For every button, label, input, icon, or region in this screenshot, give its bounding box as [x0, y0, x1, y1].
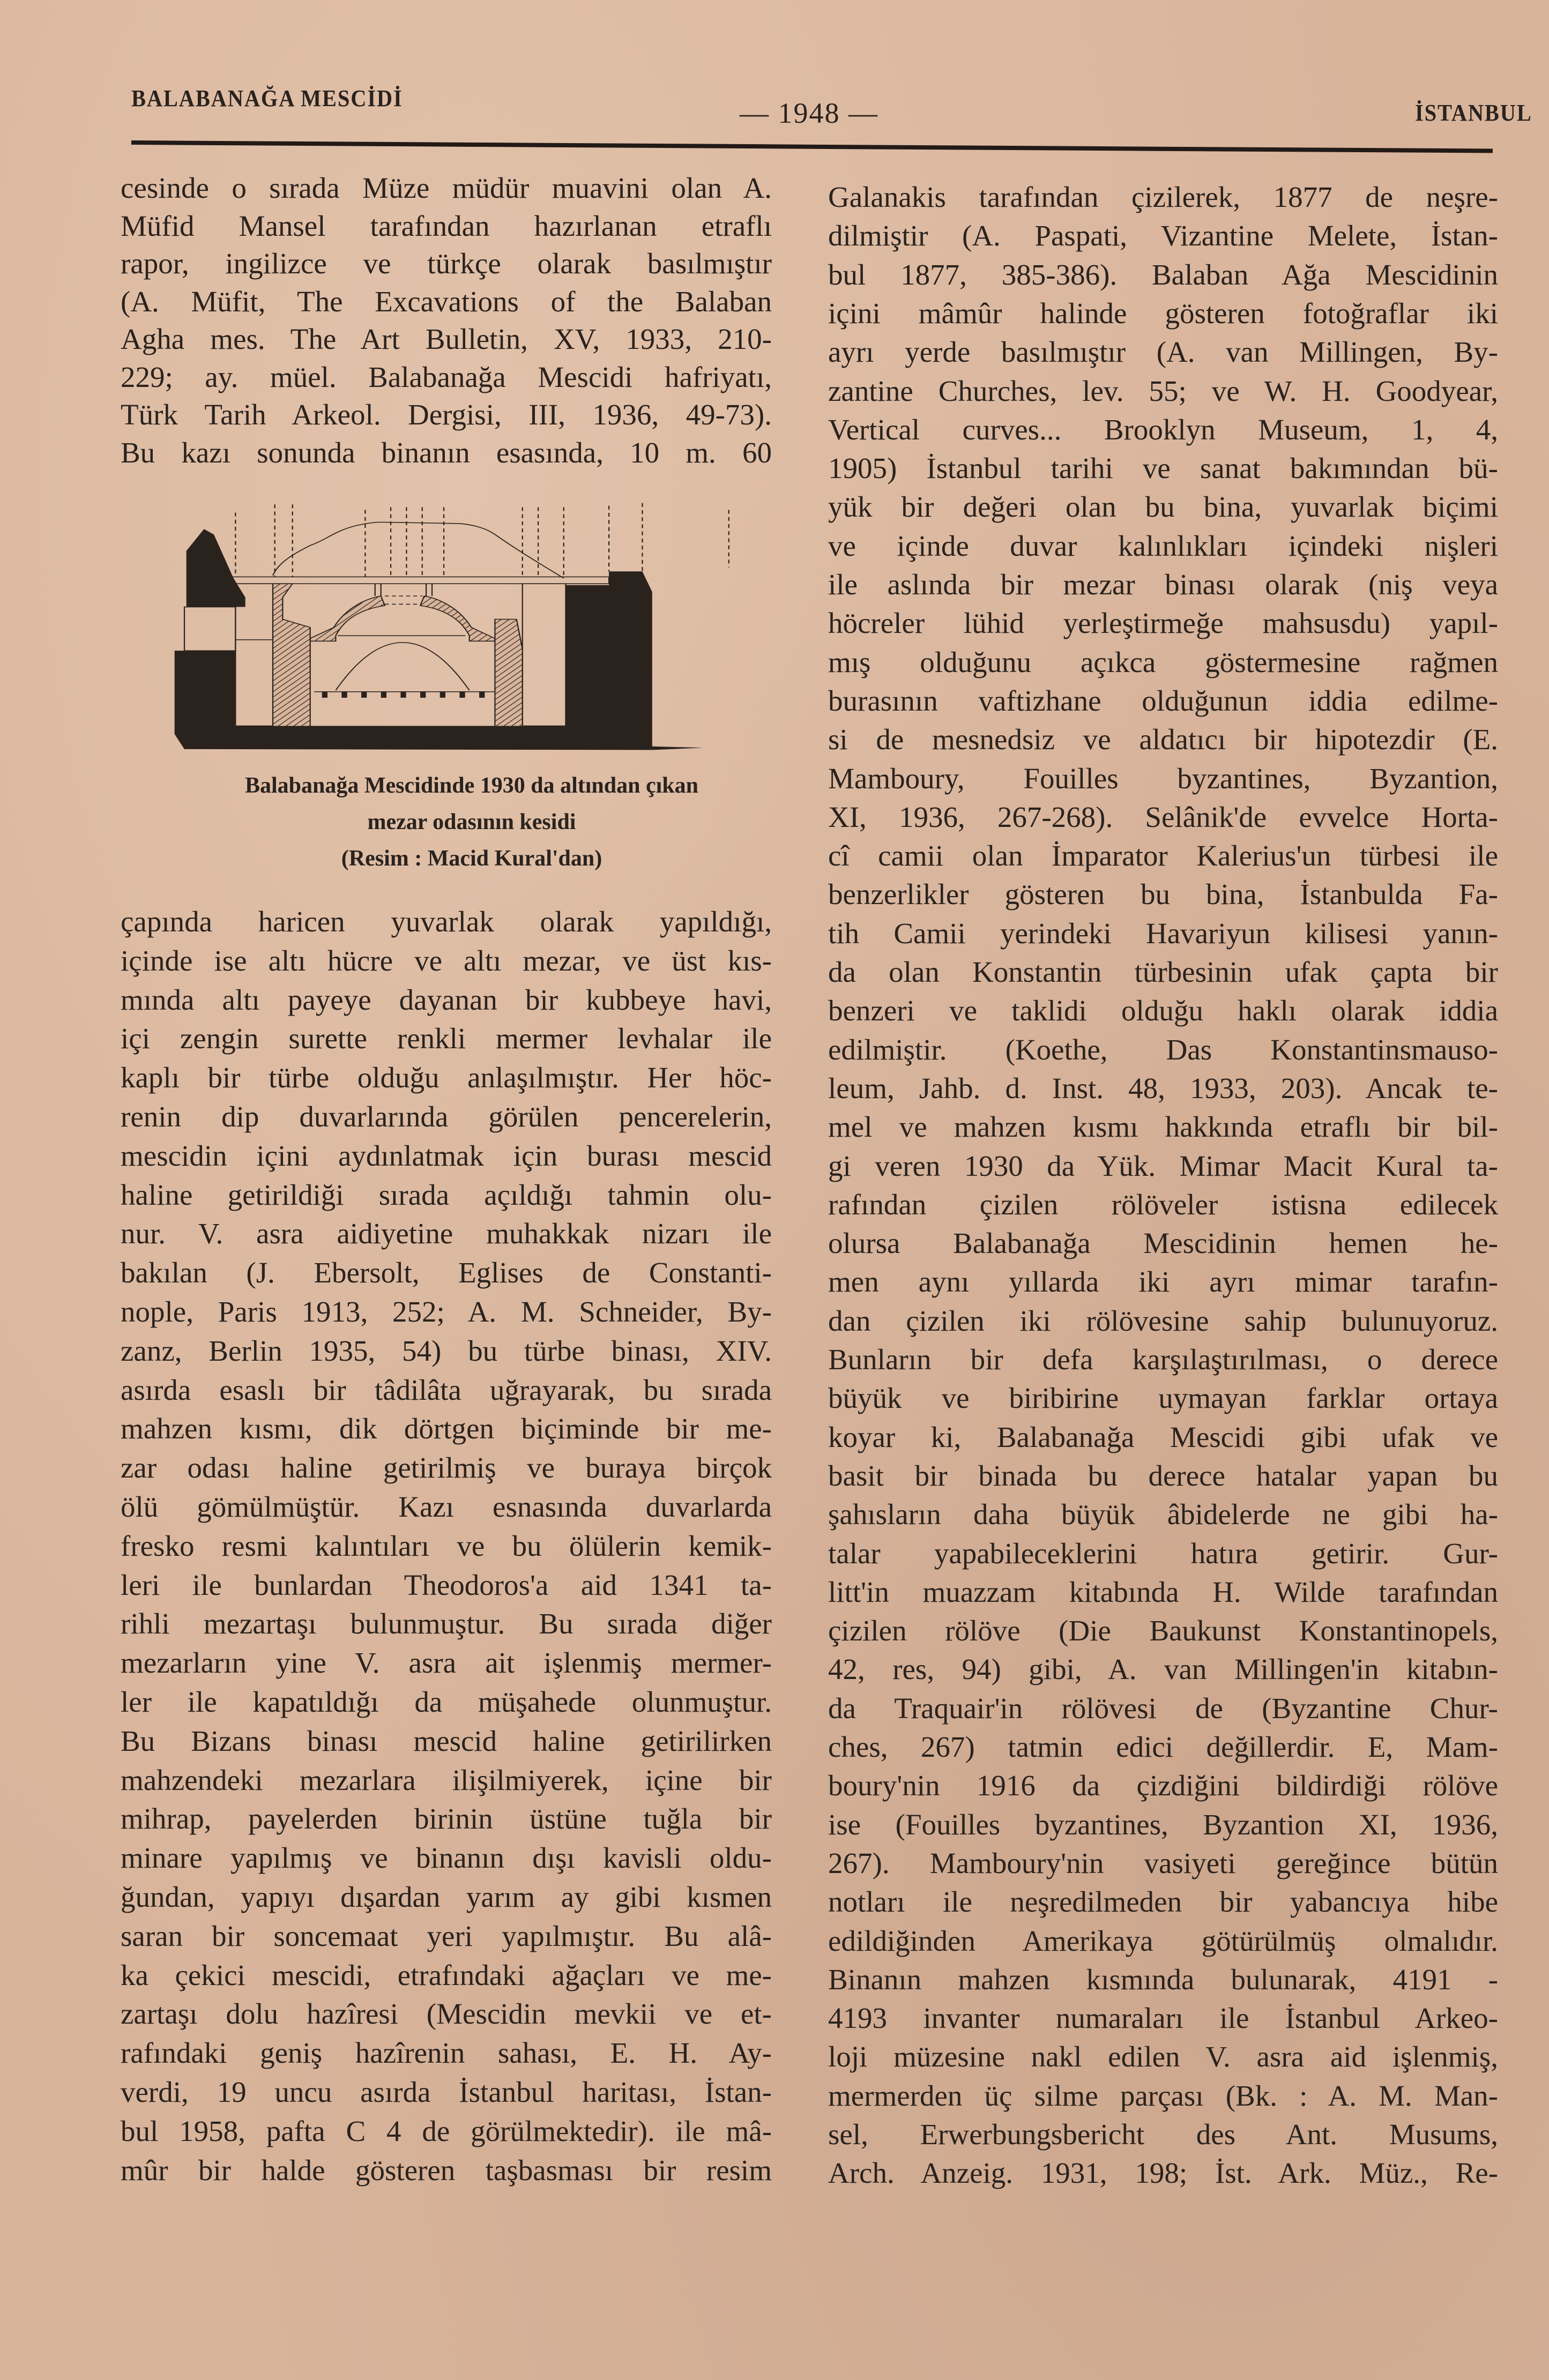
text-line: 4193 invanter numaraları ile İstanbul Arkeo-: [828, 2002, 1498, 2035]
text-line: litt'in muazzam kitabında H. Wilde tarafından: [828, 1575, 1498, 1608]
text-line: Bunların bir defa karşılaştırılması, o derece: [828, 1343, 1498, 1376]
text-line: XI, 1936, 267-268). Selânik'de evvelce Horta-: [828, 800, 1498, 833]
text-line: 42, res, 94) gibi, A. van Millingen'in kitabın-: [828, 1653, 1498, 1686]
text-line: 1905) İstanbul tarihi ve sanat bakımından bü-: [828, 452, 1498, 485]
running-header-title: BALABANAĞA MESCİDİ: [131, 85, 403, 111]
text-line: nople, Paris 1913, 252; A. M. Schneider, By-: [121, 1295, 772, 1328]
figure-caption-credit: (Resim : Macid Kural'dan): [341, 846, 602, 871]
figure-caption-line: Balabanağa Mescidinde 1930 da altından çıkan: [244, 773, 698, 798]
text-line: şahısların daha büyük âbidelerde ne gibi ha-: [828, 1498, 1498, 1531]
text-line: (A. Müfit, The Excavations of the Balaban: [121, 285, 772, 318]
text-line: zantine Churches, lev. 55; ve W. H. Goodyear,: [828, 374, 1498, 407]
text-line: ler ile kapatıldığı da müşahede olunmuştur.: [121, 1685, 772, 1718]
text-line: basit bir binada bu derece hatalar yapan bu: [828, 1459, 1498, 1492]
text-line: mında altı payeye dayanan bir kubbeye havi,: [121, 983, 772, 1016]
text-line: asırda esaslı bir tâdilâta uğrayarak, bu sırada: [121, 1373, 772, 1406]
text-line: dilmiştir (A. Paspati, Vizantine Melete, İstan-: [828, 219, 1498, 252]
text-line: çizilen rölöve (Die Baukunst Konstantinopels,: [828, 1614, 1498, 1647]
text-line: edildiğinden Amerikaya götürülmüş olmalıdır.: [828, 1924, 1498, 1957]
text-line: nur. V. asra aidiyetine muhakkak nizarı ile: [121, 1217, 772, 1250]
text-line: edilmiştir. (Koethe, Das Konstantinsmauso-: [828, 1033, 1498, 1066]
text-line: olursa Balabanağa Mescidinin hemen he-: [828, 1227, 1498, 1260]
text-line: minare yapılmış ve binanın dışı kavisli oldu-: [121, 1841, 772, 1875]
text-line: mihrap, payelerden birinin üstüne tuğla bir: [121, 1802, 772, 1836]
text-line: içinde ise altı hücre ve altı mezar, ve üst kıs-: [121, 944, 772, 977]
text-line: benzeri ve taklidi olduğu haklı olarak iddia: [828, 994, 1498, 1027]
text-line: da olan Konstantin türbesinin ufak çapta bir: [828, 956, 1498, 988]
text-line: içi zengin surette renkli mermer levhalar ile: [121, 1022, 772, 1055]
text-line: rapor, ingilizce ve türkçe olarak basılmıştır: [121, 247, 772, 280]
text-line: koyar ki, Balabanağa Mescidi gibi ufak ve: [828, 1420, 1498, 1453]
text-line: Bu Bizans binası mescid haline getirilirken: [121, 1724, 772, 1757]
text-line: mış olduğunu açıkca göstermesine rağmen: [828, 645, 1498, 678]
text-line: çapında haricen yuvarlak olarak yapıldığı,: [121, 905, 772, 938]
floor-teeth: [322, 692, 485, 698]
text-line: Binanın mahzen kısmında bulunarak, 4191 -: [828, 1963, 1498, 1996]
figure-caption-line: mezar odasının kesidi: [367, 810, 576, 834]
text-line: haline getirildiği sırada açıldığı tahmin olu-: [121, 1178, 772, 1211]
dome-outline: [273, 522, 564, 578]
text-line: kaplı bir türbe olduğu anlaşılmıştır. Her höc-: [121, 1061, 772, 1094]
text-line: bul 1877, 385-386). Balaban Ağa Mescidinin: [828, 258, 1498, 291]
text-line: ğundan, yapıyı dışardan yarım ay gibi kısmen: [121, 1881, 772, 1913]
text-line: Agha mes. The Art Bulletin, XV, 1933, 210-: [121, 323, 772, 355]
text-line: mescidin içini aydınlatmak için burası mescid: [121, 1139, 772, 1172]
text-line: burasının vaftizhane olduğunun iddia edilme-: [828, 684, 1498, 717]
text-line: ölü gömülmüştür. Kazı esnasında duvarlarda: [121, 1490, 772, 1523]
text-line: mahzen kısmı, dik dörtgen biçiminde bir me-: [121, 1412, 772, 1445]
text-line: bul 1958, pafta C 4 de görülmektedir). ile mâ-: [121, 2114, 772, 2147]
text-line: büyük ve biribirine uymayan farklar ortaya: [828, 1382, 1498, 1415]
text-line: gi veren 1930 da Yük. Mimar Macit Kural ta-: [828, 1149, 1498, 1182]
text-line: yük bir değeri olan bu bina, yuvarlak biçimi: [828, 490, 1498, 524]
text-line: renin dip duvarlarında görülen pencerelerin,: [121, 1100, 772, 1133]
text-line: tih Camii yerindeki Havariyun kilisesi yanın-: [828, 916, 1498, 950]
text-line: da Traquair'in rölövesi de (Byzantine Chur-: [828, 1691, 1498, 1725]
text-line: boury'nin 1916 da çizdiğini bildirdiği rölöve: [828, 1769, 1498, 1802]
text-line: ise (Fouilles byzantines, Byzantion XI, 1936,: [828, 1808, 1498, 1841]
text-line: ile aslında bir mezar binası olarak (niş veya: [828, 568, 1498, 601]
text-line: bakılan (J. Ebersolt, Eglises de Constanti-: [121, 1256, 772, 1289]
text-line: saran bir soncemaat yeri yapılmıştır. Bu alâ-: [121, 1919, 772, 1952]
text-line: Vertical curves... Brooklyn Museum, 1, 4,: [828, 413, 1498, 446]
text-line: dan çizilen iki rölövesine sahip bulunuyoruz.: [828, 1304, 1498, 1337]
text-line: ka çekici mescidi, etrafındaki ağaçları ve me-: [121, 1958, 772, 1991]
text-line: mermerden üç silme parçası (Bk. : A. M. Man-: [828, 2079, 1498, 2112]
text-line: si de mesnedsiz ve aldatıcı bir hipotezdir (E.: [828, 723, 1498, 756]
text-line: zartaşı dolu hazîresi (Mescidin mevkii ve et-: [121, 1997, 772, 2031]
text-line: Galanakis tarafından çizilerek, 1877 de neşre-: [828, 181, 1498, 213]
dashed-guides: [235, 503, 728, 577]
hatched-walls: [273, 584, 523, 732]
page-number: — 1948 —: [740, 97, 878, 129]
text-line: cî camii olan İmparator Kalerius'un türbesi ile: [828, 839, 1498, 872]
text-line: Türk Tarih Arkeol. Dergisi, III, 1936, 49-73).: [121, 398, 772, 431]
text-line: cesinde o sırada Müze müdür muavini olan A.: [121, 171, 772, 204]
text-line: leum, Jahb. d. Inst. 48, 1933, 203). Ancak te-: [828, 1071, 1498, 1105]
text-line: zanz, Berlin 1935, 54) bu türbe binası, XIV.: [121, 1334, 772, 1367]
text-line: sel, Erwerbungsbericht des Ant. Musums,: [828, 2118, 1498, 2151]
text-line: zar odası haline getirilmiş ve buraya birçok: [121, 1451, 772, 1484]
text-line: rafındaki geniş hazîrenin sahası, E. H. Ay-: [121, 2036, 772, 2070]
text-line: Bu kazı sonunda binanın esasında, 10 m. 60: [121, 436, 772, 469]
text-line: mel ve mahzen kısmı hakkında etraflı bir bil-: [828, 1110, 1498, 1144]
text-line: Mamboury, Fouilles byzantines, Byzantion,: [828, 762, 1498, 795]
running-header-section: İSTANBUL: [1415, 100, 1532, 126]
text-line: 267). Mamboury'nin vasiyeti gereğince bütün: [828, 1846, 1498, 1879]
tomb-section-drawing: [161, 472, 777, 900]
header-rule: [131, 140, 1493, 153]
text-line: ches, 267) tatmin edici değillerdir. E, Mam-: [828, 1730, 1498, 1763]
text-line: fresko resmi kalıntıları ve bu ölülerin kemik-: [121, 1529, 772, 1562]
text-line: ve içinde duvar kalınlıkları içindeki nişleri: [828, 529, 1498, 562]
text-line: höcreler lühid yerleştirmeğe mahsusdu) yapıl-: [828, 607, 1498, 640]
text-line: içini mâmûr halinde gösteren fotoğraflar iki: [828, 296, 1498, 330]
text-line: benzerlikler gösteren bu bina, İstanbulda Fa-: [828, 878, 1498, 911]
text-line: mahzendeki mezarlara ilişilmiyerek, içine bir: [121, 1763, 772, 1796]
text-line: 229; ay. müel. Balabanağa Mescidi hafriyatı,: [121, 360, 772, 393]
text-line: leri ile bunlardan Theodoros'a aid 1341 ta-: [121, 1568, 772, 1601]
text-line: rihli mezartaşı bulunmuştur. Bu sırada diğer: [121, 1607, 772, 1640]
text-line: ayrı yerde basılmıştır (A. van Millingen, By-: [828, 335, 1498, 369]
text-line: Müfid Mansel tarafından hazırlanan etraflı: [121, 209, 772, 242]
text-line: verdi, 19 uncu asırda İstanbul haritası, İstan-: [121, 2076, 772, 2108]
text-line: mezarların yine V. asra ait işlenmiş mermer-: [121, 1646, 772, 1680]
text-line: loji müzesine nakl edilen V. asra aid işlenmiş,: [828, 2040, 1498, 2073]
text-line: Arch. Anzeig. 1931, 198; İst. Ark. Müz., Re-: [828, 2157, 1498, 2190]
text-line: mûr bir halde gösteren taşbasması bir resim: [121, 2153, 772, 2187]
text-line: talar yapabileceklerini hatıra getirir. Gur-: [828, 1536, 1498, 1570]
text-line: notları ile neşredilmeden bir yabancıya hibe: [828, 1885, 1498, 1919]
text-line: men aynı yıllarda iki ayrı mimar tarafın-: [828, 1265, 1498, 1299]
text-line: rafından çizilen rölöveler istisna edilecek: [828, 1188, 1498, 1221]
